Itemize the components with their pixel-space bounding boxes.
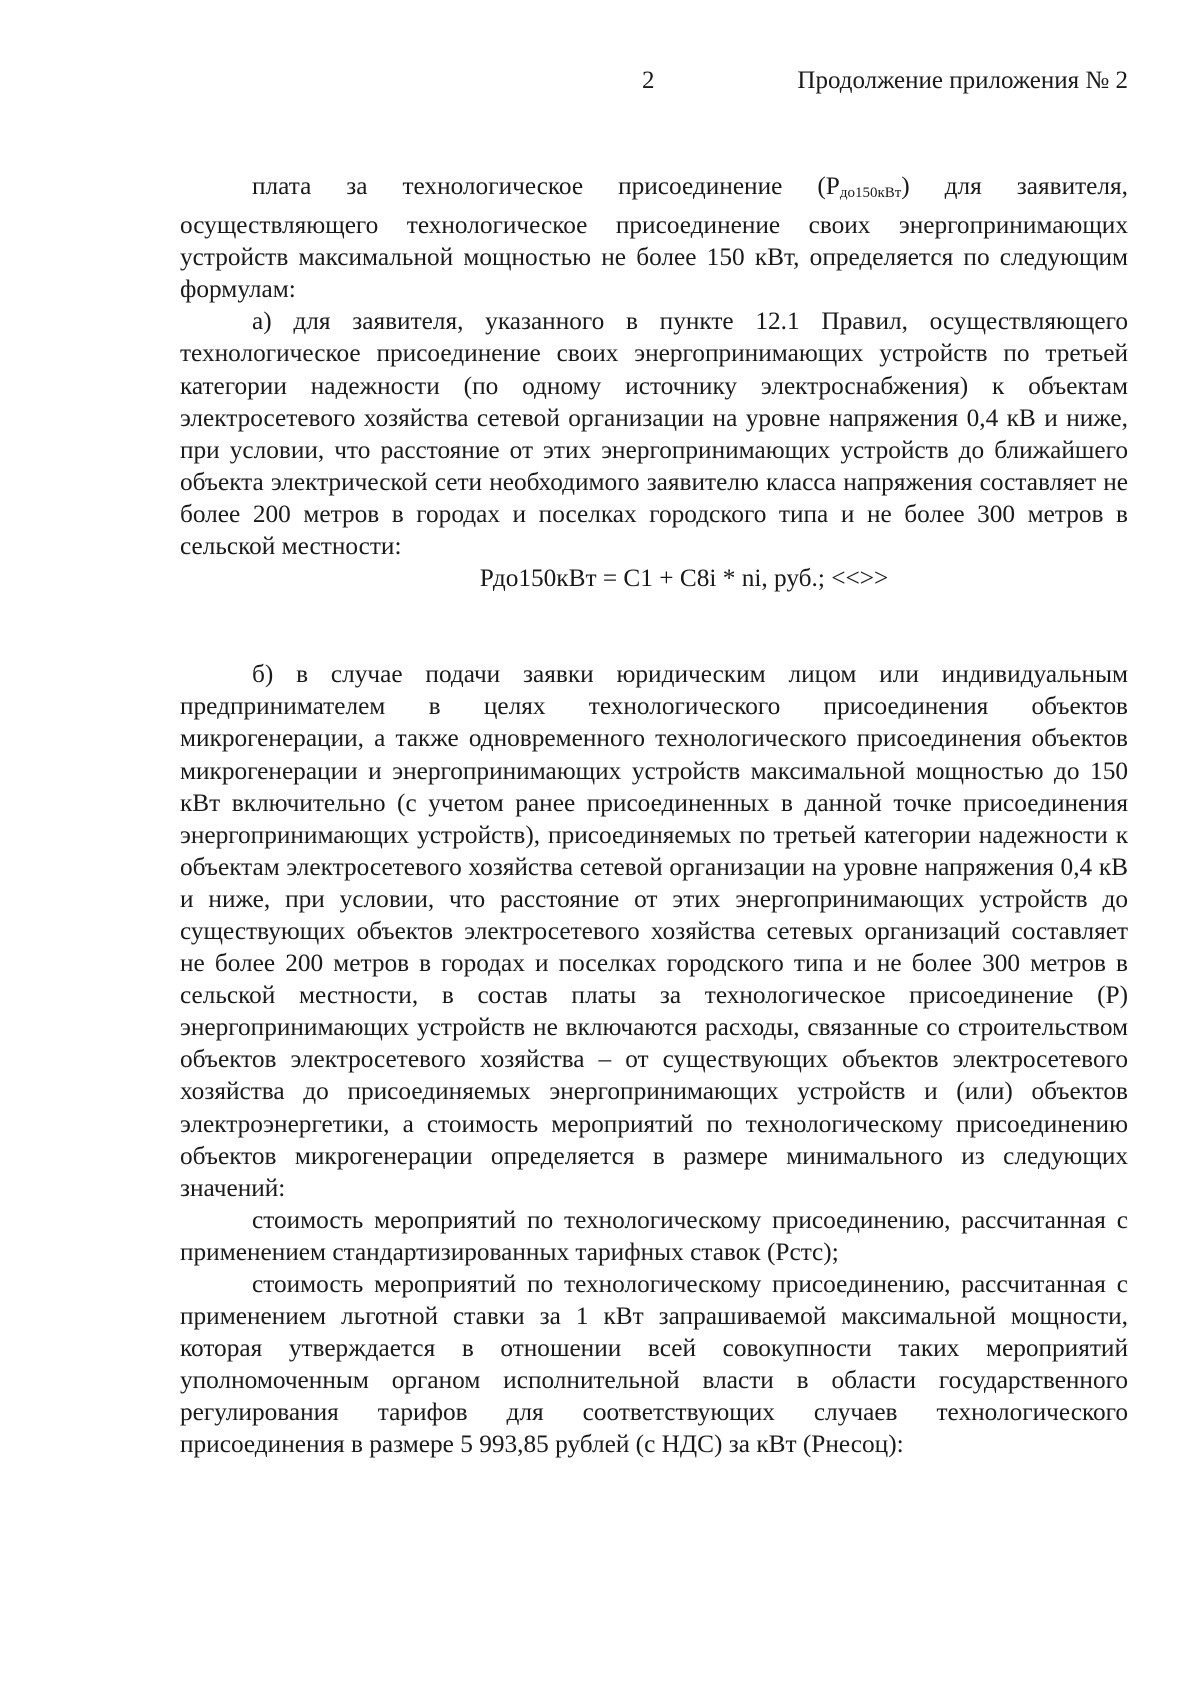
intro-subscript: до150кВт [839,185,902,201]
spacer [180,594,1128,658]
document-body [180,170,1128,1461]
intro-text-after: ) для заявителя, осуществляющего технологическое присоединение своих энергопринимающих устройств максимальной мощностью не более 150 кВт, определяется по следующим формулам: [180,172,1128,304]
option-1-paragraph: стоимость мероприятий по технологическому присоединению, рассчитанная с применением стандартизированных тарифных ставок (Рстс); [180,1205,1128,1266]
formula: Рдо150кВт = С1 + С8i * ni, руб.; <<>> [479,564,889,593]
option-2-paragraph: стоимость мероприятий по технологическому присоединению, рассчитанная с применением льготной ставки за 1 кВт запрашиваемой максимальной мощности, которая утверждается в отношении всей совокупности таких мероприятий уполномоченным органом исполнительной власти в области государственного регулирования тарифов для соответствующих случаев технологического присоединения в размере 5 993,85 рублей (с НДС) за кВт (Рнесоц): [180,1270,1128,1459]
intro-paragraph [180,170,1128,305]
page-header-title: Продолжение приложения № 2 [797,67,1128,94]
item-a-paragraph: а) для заявителя, указанного в пункте 12.1 Правил, осуществляющего технологическое присоединение своих энергопринимающих устройств по третьей категории надежности (по одному источнику электроснабжения) к объектам электросетевого хозяйства сетевой организации на уровне напряжения 0,4 кВ и ниже, при условии, что расстояние от этих энергопринимающих устройств до ближайшего объекта электрической сети необходимого заявителю класса напряжения составляет не более 200 метров в городах и поселках городского типа и не более 300 метров в сельской местности: [180,307,1128,561]
page-number: 2 [642,67,655,94]
intro-text-before: плата за технологическое присоединение (Р [252,172,840,200]
item-b-paragraph: б) в случае подачи заявки юридическим лицом или индивидуальным предпринимателем в целях технологического присоединения объектов микрогенерации, а также одновременного технологического присоединения объектов микрогенерации и энергопринимающих устройств максимальной мощностью до 150 кВт включительно (с учетом ранее присоединенных в данной точке присоединения энергопринимающих устройств), присоединяемых по третьей категории надежности к объектам электросетевого хозяйства сетевой организации на уровне напряжения 0,4 кВ и ниже, при условии, что расстояние от этих энергопринимающих устройств до существующих объектов электросетевого хозяйства сетевых организаций составляет не более 200 метров в городах и поселках городского типа и не более 300 метров в сельской местности, в состав платы за технологическое присоединение (Р) энергопринимающих устройств не включаются расходы, связанные со строительством объектов электросетевого хозяйства – от существующих объектов электросетевого хозяйства до присоединяемых энергопринимающих устройств и (или) объектов электроэнергетики, а стоимость мероприятий по технологическому присоединению объектов микрогенерации определяется в размере минимального из следующих значений: [180,660,1128,1202]
